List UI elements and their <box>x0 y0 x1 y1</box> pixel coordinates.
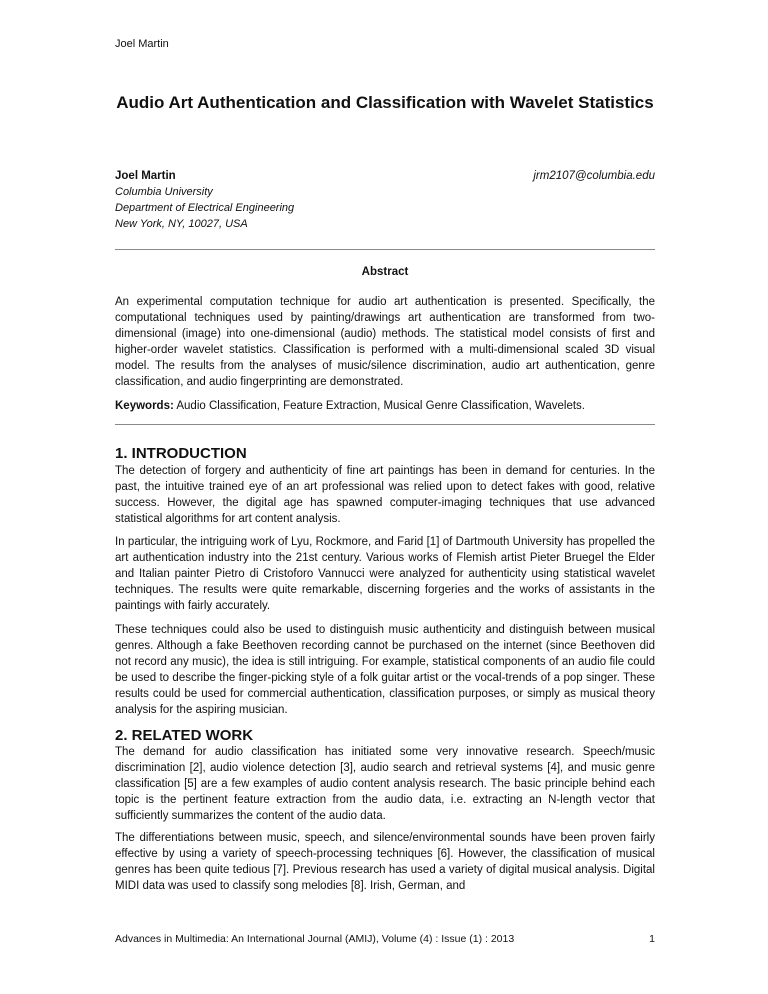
abstract-text: An experimental computation technique for audio art authentication is presented. Specifically, the computational techniques used by painting/drawings art authentication are transformed from two-dimensional (image) into one-dimensional (audio) methods. The statistical model consists of first and higher-order wavelet statistics. Classification is performed with a multi-dimensional scaled 3D visual model. The results from the analyses of music/silence discrimination, audio art authentication, genre classification, and audio fingerprinting are demonstrated. <box>115 296 655 388</box>
keywords <box>115 398 655 414</box>
abstract-heading: Abstract <box>361 266 409 278</box>
author-email[interactable]: jrm2107@columbia.edu <box>533 170 655 182</box>
section-heading-introduction: 1. INTRODUCTION <box>115 445 247 462</box>
related-paragraph-2: The differentiations between music, speech, and silence/environmental sounds have been proven fairly effective by using a variety of speech-processing techniques [6]. However, the classification of musical genres has been quite tedious [7]. Previous research has used a variety of digital musical analysis. Digital MIDI data was used to classify song melodies [8]. Irish, German, and <box>115 832 655 892</box>
intro-paragraph-1: The detection of forgery and authenticity of fine art paintings has been in demand for centuries. In the past, the intuitive trained eye of an art professional was relied upon to detect fakes with good, relative success. However, the digital age has spawned computer-imaging techniques that use advanced statistical algorithms for art content analysis. <box>115 465 655 525</box>
related-paragraph-1: The demand for audio classification has initiated some very innovative research. Speech/music discrimination [2], audio violence detection [3], audio search and retrieval systems [4], and music genre classification [5] are a few examples of audio content analysis research. The basic principle behind each topic is the pertinent feature extraction from the audio data, i.e. extracting an N-length vector that sufficiently summarizes the content of the audio data. <box>115 746 655 822</box>
page-footer <box>115 933 655 945</box>
author-block <box>115 168 655 232</box>
intro-paragraph-3: These techniques could also be used to distinguish music authenticity and distinguish between musical genres. Although a fake Beethoven recording cannot be purchased on the internet (since Beethoven did not record any music), the idea is still intriguing. For example, statistical components of an audio file could be used to describe the finger-picking style of a folk guitar artist or the vocal-trends of a pop singer. These results could be used for commercial authentication, classification purposes, or simply as musical theory analysis for the aspiring musician. <box>115 624 655 716</box>
paper-title: Audio Art Authentication and Classification with Wavelet Statistics <box>116 93 654 112</box>
affiliation-address: New York, NY, 10027, USA <box>115 218 248 230</box>
page-number: 1 <box>649 933 655 945</box>
footer-journal: Advances in Multimedia: An International Journal (AMIJ), Volume (4) : Issue (1) : 2013 <box>115 933 515 945</box>
intro-paragraph-2: In particular, the intriguing work of Lyu, Rockmore, and Farid [1] of Dartmouth University has propelled the art authentication industry into the 21st century. Various works of Flemish artist Pieter Bruegel the Elder and Italian painter Pietro di Cristoforo Vannucci were analyzed for authenticity using statistical wavelet techniques. The results were quite remarkable, discerning forgeries and the works of assistants in the paintings with fairly accurately. <box>115 536 655 612</box>
keywords-text: Audio Classification, Feature Extraction, Musical Genre Classification, Wavelets. <box>176 400 585 412</box>
divider-bottom <box>115 424 655 425</box>
affiliation-department: Department of Electrical Engineering <box>115 202 295 214</box>
divider-top <box>115 249 655 250</box>
section-heading-related-work: 2. RELATED WORK <box>115 727 254 744</box>
running-head: Joel Martin <box>115 38 169 50</box>
affiliation-university: Columbia University <box>115 186 213 198</box>
keywords-label: Keywords: <box>115 400 174 412</box>
author-name: Joel Martin <box>115 170 176 182</box>
